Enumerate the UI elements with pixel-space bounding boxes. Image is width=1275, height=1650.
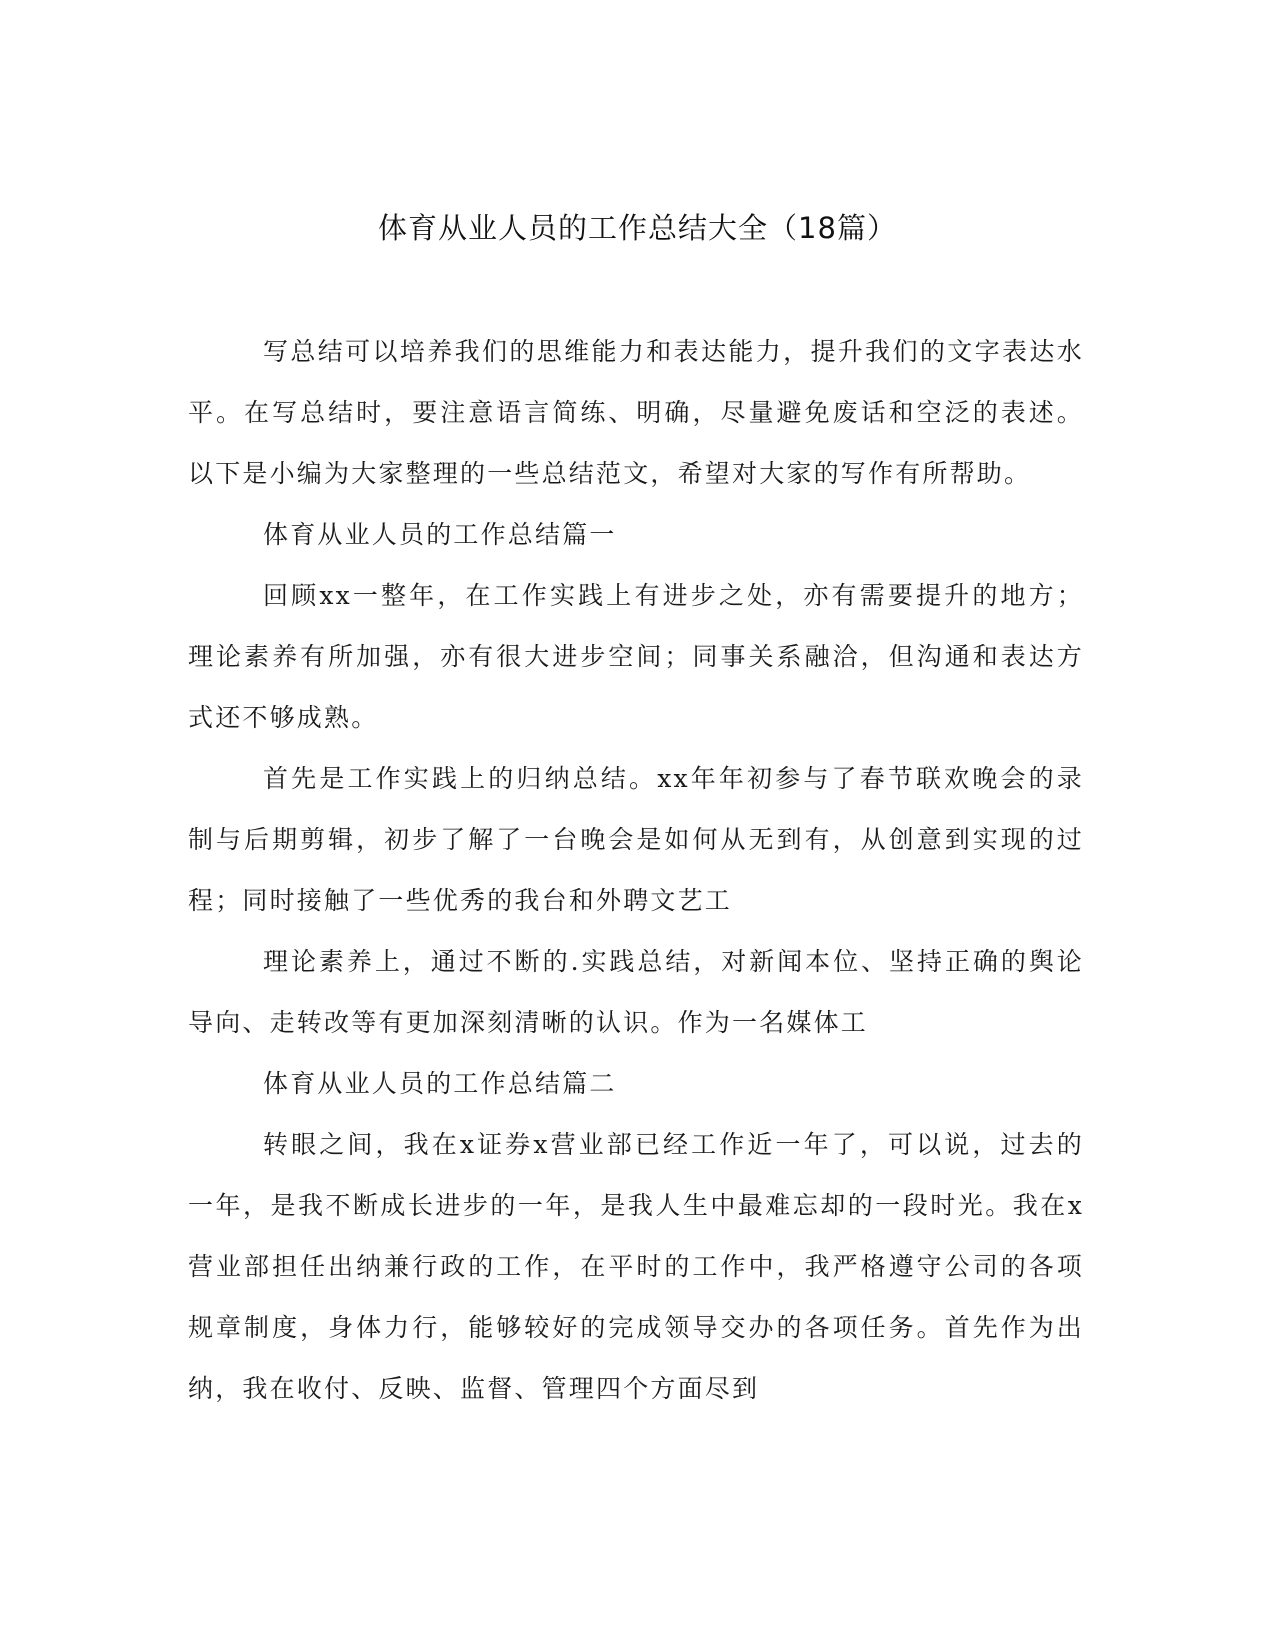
body-paragraph: 转眼之间，我在x证券x营业部已经工作近一年了，可以说，过去的一年，是我不断成长进步的一年，是我人生中最难忘却的一段时光。我在x营业部担任出纳兼行政的工作，在平时的工作中，我严格遵守公司的各项规章制度，身体力行，能够较好的完成领导交办的各项任务。首先作为出纳，我在收付、反映、监督、管理四个方面尽到: [188, 1130, 1084, 1403]
body-paragraph: 首先是工作实践上的归纳总结。xx年年初参与了春节联欢晚会的录制与后期剪辑，初步了解了一台晚会是如何从无到有，从创意到实现的过程；同时接触了一些优秀的我台和外聘文艺工: [188, 764, 1084, 915]
section-heading-2: 体育从业人员的工作总结篇二: [263, 1069, 617, 1098]
body-paragraph: 回顾xx一整年，在工作实践上有进步之处，亦有需要提升的地方；理论素养有所加强，亦有很大进步空间；同事关系融洽，但沟通和表达方式还不够成熟。: [188, 581, 1084, 732]
document-title: 体育从业人员的工作总结大全（18篇）: [378, 211, 897, 245]
section-heading-1: 体育从业人员的工作总结篇一: [263, 520, 617, 549]
intro-paragraph: 写总结可以培养我们的思维能力和表达能力，提升我们的文字表达水平。在写总结时，要注意语言简练、明确，尽量避免废话和空泛的表述。以下是小编为大家整理的一些总结范文，希望对大家的写作有所帮助。: [188, 337, 1084, 488]
document-body: [188, 321, 1084, 1419]
body-paragraph: 理论素养上，通过不断的.实践总结，对新闻本位、坚持正确的舆论导向、走转改等有更加深刻清晰的认识。作为一名媒体工: [188, 947, 1084, 1037]
